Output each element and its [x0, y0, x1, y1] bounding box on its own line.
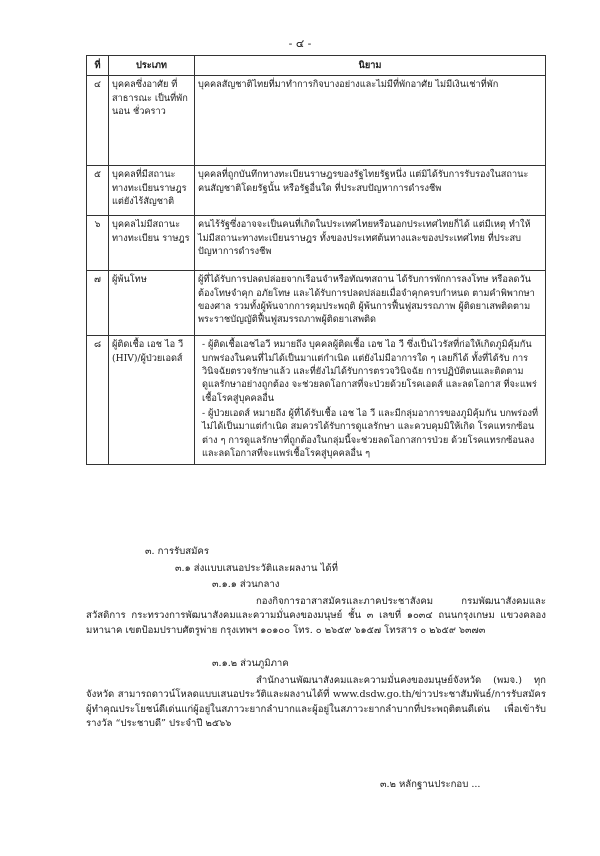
header-definition: นิยาม — [195, 56, 546, 76]
row-definition: ผู้ที่ได้รับการปลดปล่อยจากเรือนจำหรือทัณฑสถาน ได้รับการพักการลงโทษ หรือลดวันต้องโทษจำคุก อภัยโทษ และได้รับการปลดปล่อยเมื่อจำคุกครบกำหนด ตามคำพิพากษาของศาล รวมทั้งผู้พ้นจากการคุมประพฤติ ผู้พ้นการฟื้นฟูสมรรถภาพ ผู้ติดยาเสพติดตามพระราชบัญญัติฟื้นฟูสมรรถภาพผู้ติดยาเสพติด — [195, 271, 546, 336]
row-type: บุคคลซึ่งอาศัย ที่สาธารณะ เป็นที่พักนอน ชั่วคราว — [109, 76, 195, 166]
row-type: บุคคลที่มีสถานะ ทางทะเบียนราษฎร แต่ยังไร้สัญชาติ — [109, 166, 195, 216]
table-row — [87, 216, 546, 271]
row-number: ๖ — [87, 216, 109, 271]
row-number: ๘ — [87, 336, 109, 465]
row-number: ๕ — [87, 166, 109, 216]
table-row — [87, 336, 546, 465]
bullet-hiv-infected: - ผู้ติดเชื้อเอชไอวี หมายถึง บุคคลผู้ติดเชื้อ เอช ไอ วี ซึ่งเป็นไวรัสที่ก่อให้เกิดภูมิคุ้มกัน บกพร่องในคนที่ไม่ได้เป็นมาแต่กำเนิด แต่ยังไม่มีอาการใด ๆ เลยก็ได้ ทั้งที่ได้รับ การวินิจฉัยตรวจรักษาแล้ว และที่ยังไม่ได้รับการตรวจวินิจฉัย การปฏิบัติตนและติดตาม ดูแลรักษาอย่างถูกต้อง จะช่วยลดโอกาสที่จะป่วยด้วยโรคเอดส์ และลดโอกาส ที่จะแพร่เชื้อโรคสู่บุคคลอื่น — [202, 339, 537, 404]
definition-bullets — [198, 338, 542, 460]
definitions-table — [86, 55, 546, 465]
row-definition — [195, 336, 546, 465]
row-number: ๔ — [87, 76, 109, 166]
row-definition: บุคคลที่ถูกบันทึกทางทะเบียนราษฎรของรัฐไทยรัฐหนึ่ง แต่มิได้รับการรับรองในสถานะ คนสัญชาติโดยรัฐนั้น หรือรัฐอื่นใด ที่ประสบปัญหาการดำรงชีพ — [195, 166, 546, 216]
row-number: ๗ — [87, 271, 109, 336]
table-row — [87, 76, 546, 166]
section-3-1-1-heading: ๓.๑.๑ ส่วนกลาง — [212, 579, 280, 590]
table-row — [87, 271, 546, 336]
row-type: ผู้พ้นโทษ — [109, 271, 195, 336]
section-3-1-2-paragraph: สำนักงานพัฒนาสังคมและความมั่นคงของมนุษย์จังหวัด (พมจ.) ทุกจังหวัด สามารถดาวน์โหลดแบบเสนอประวัติและผลงานได้ที่ www.dsdw.go.th/ข่าวประชาสัมพันธ์/การรับสมัคร ผู้ทำคุณประโยชน์ดีเด่นแก่ผู้อยู่ในสภาวะยากลำบากและผู้อยู่ในสภาวะยากลำบากที่ประพฤติตนดีเด่น เพื่อเข้ารับรางวัล “ประชาบดี” ประจำปี ๒๕๖๖ — [86, 675, 546, 730]
table-header-row — [87, 56, 546, 76]
header-no: ที่ — [87, 56, 109, 76]
table-row — [87, 166, 546, 216]
continued-footer: ๓.๒ หลักฐานประกอบ ... — [380, 779, 481, 790]
row-type: บุคคลไม่มีสถานะ ทางทะเบียน ราษฎร — [109, 216, 195, 271]
header-type: ประเภท — [109, 56, 195, 76]
section-3-1-1-paragraph: กองกิจการอาสาสมัครและภาคประชาสังคม กรมพัฒนาสังคมและสวัสดิการ กระทรวงการพัฒนาสังคมและความมั่นคงของมนุษย์ ชั้น ๓ เลขที่ ๑๐๓๔ ถนนกรุงเกษม แขวงคลองมหานาค เขตป้อมปราบศัตรูพ่าย กรุงเทพฯ ๑๐๑๐๐ โทร. ๐ ๒๖๕๙ ๖๑๕๗ โทรสาร ๐ ๒๖๕๙ ๖๓๗๓ — [86, 596, 546, 636]
row-definition: บุคคลสัญชาติไทยที่มาทำการกิจบางอย่างและไม่มีที่พักอาศัย ไม่มีเงินเช่าที่พัก — [195, 76, 546, 166]
bullet-aids-patient: - ผู้ป่วยเอดส์ หมายถึง ผู้ที่ได้รับเชื้อ เอช ไอ วี และมีกลุ่มอาการของภูมิคุ้มกัน บกพร่องที่ไม่ได้เป็นมาแต่กำเนิด สมควรได้รับการดูแลรักษา และควบคุมมิให้เกิด โรคแทรกซ้อนต่าง ๆ การดูแลรักษาที่ถูกต้องในกลุ่มนี้จะช่วยลดโอกาสการป่วย ด้วยโรคแทรกซ้อนลง และลดโอกาสที่จะแพร่เชื้อโรคสู่บุคคลอื่น ๆ — [202, 408, 539, 460]
page-number: - ๔ - — [288, 37, 312, 50]
section-3-1-2-heading: ๓.๑.๒ ส่วนภูมิภาค — [212, 658, 289, 669]
section-3-heading: ๓. การรับสมัคร — [145, 546, 209, 557]
row-definition: คนไร้รัฐซึ่งอาจจะเป็นคนที่เกิดในประเทศไทยหรือนอกประเทศไทยก็ได้ แต่มีเหตุ ทำให้ไม่มีสถานะทางทะเบียนราษฎร ทั้งของประเทศต้นทางและของประเทศไทย ที่ประสบปัญหาการดำรงชีพ — [195, 216, 546, 271]
section-3-1-heading: ๓.๑ ส่งแบบเสนอประวัติและผลงาน ได้ที่ — [175, 563, 338, 574]
row-type: ผู้ติดเชื้อ เอช ไอ วี (HIV)/ผู้ป่วยเอดส์ — [109, 336, 195, 465]
